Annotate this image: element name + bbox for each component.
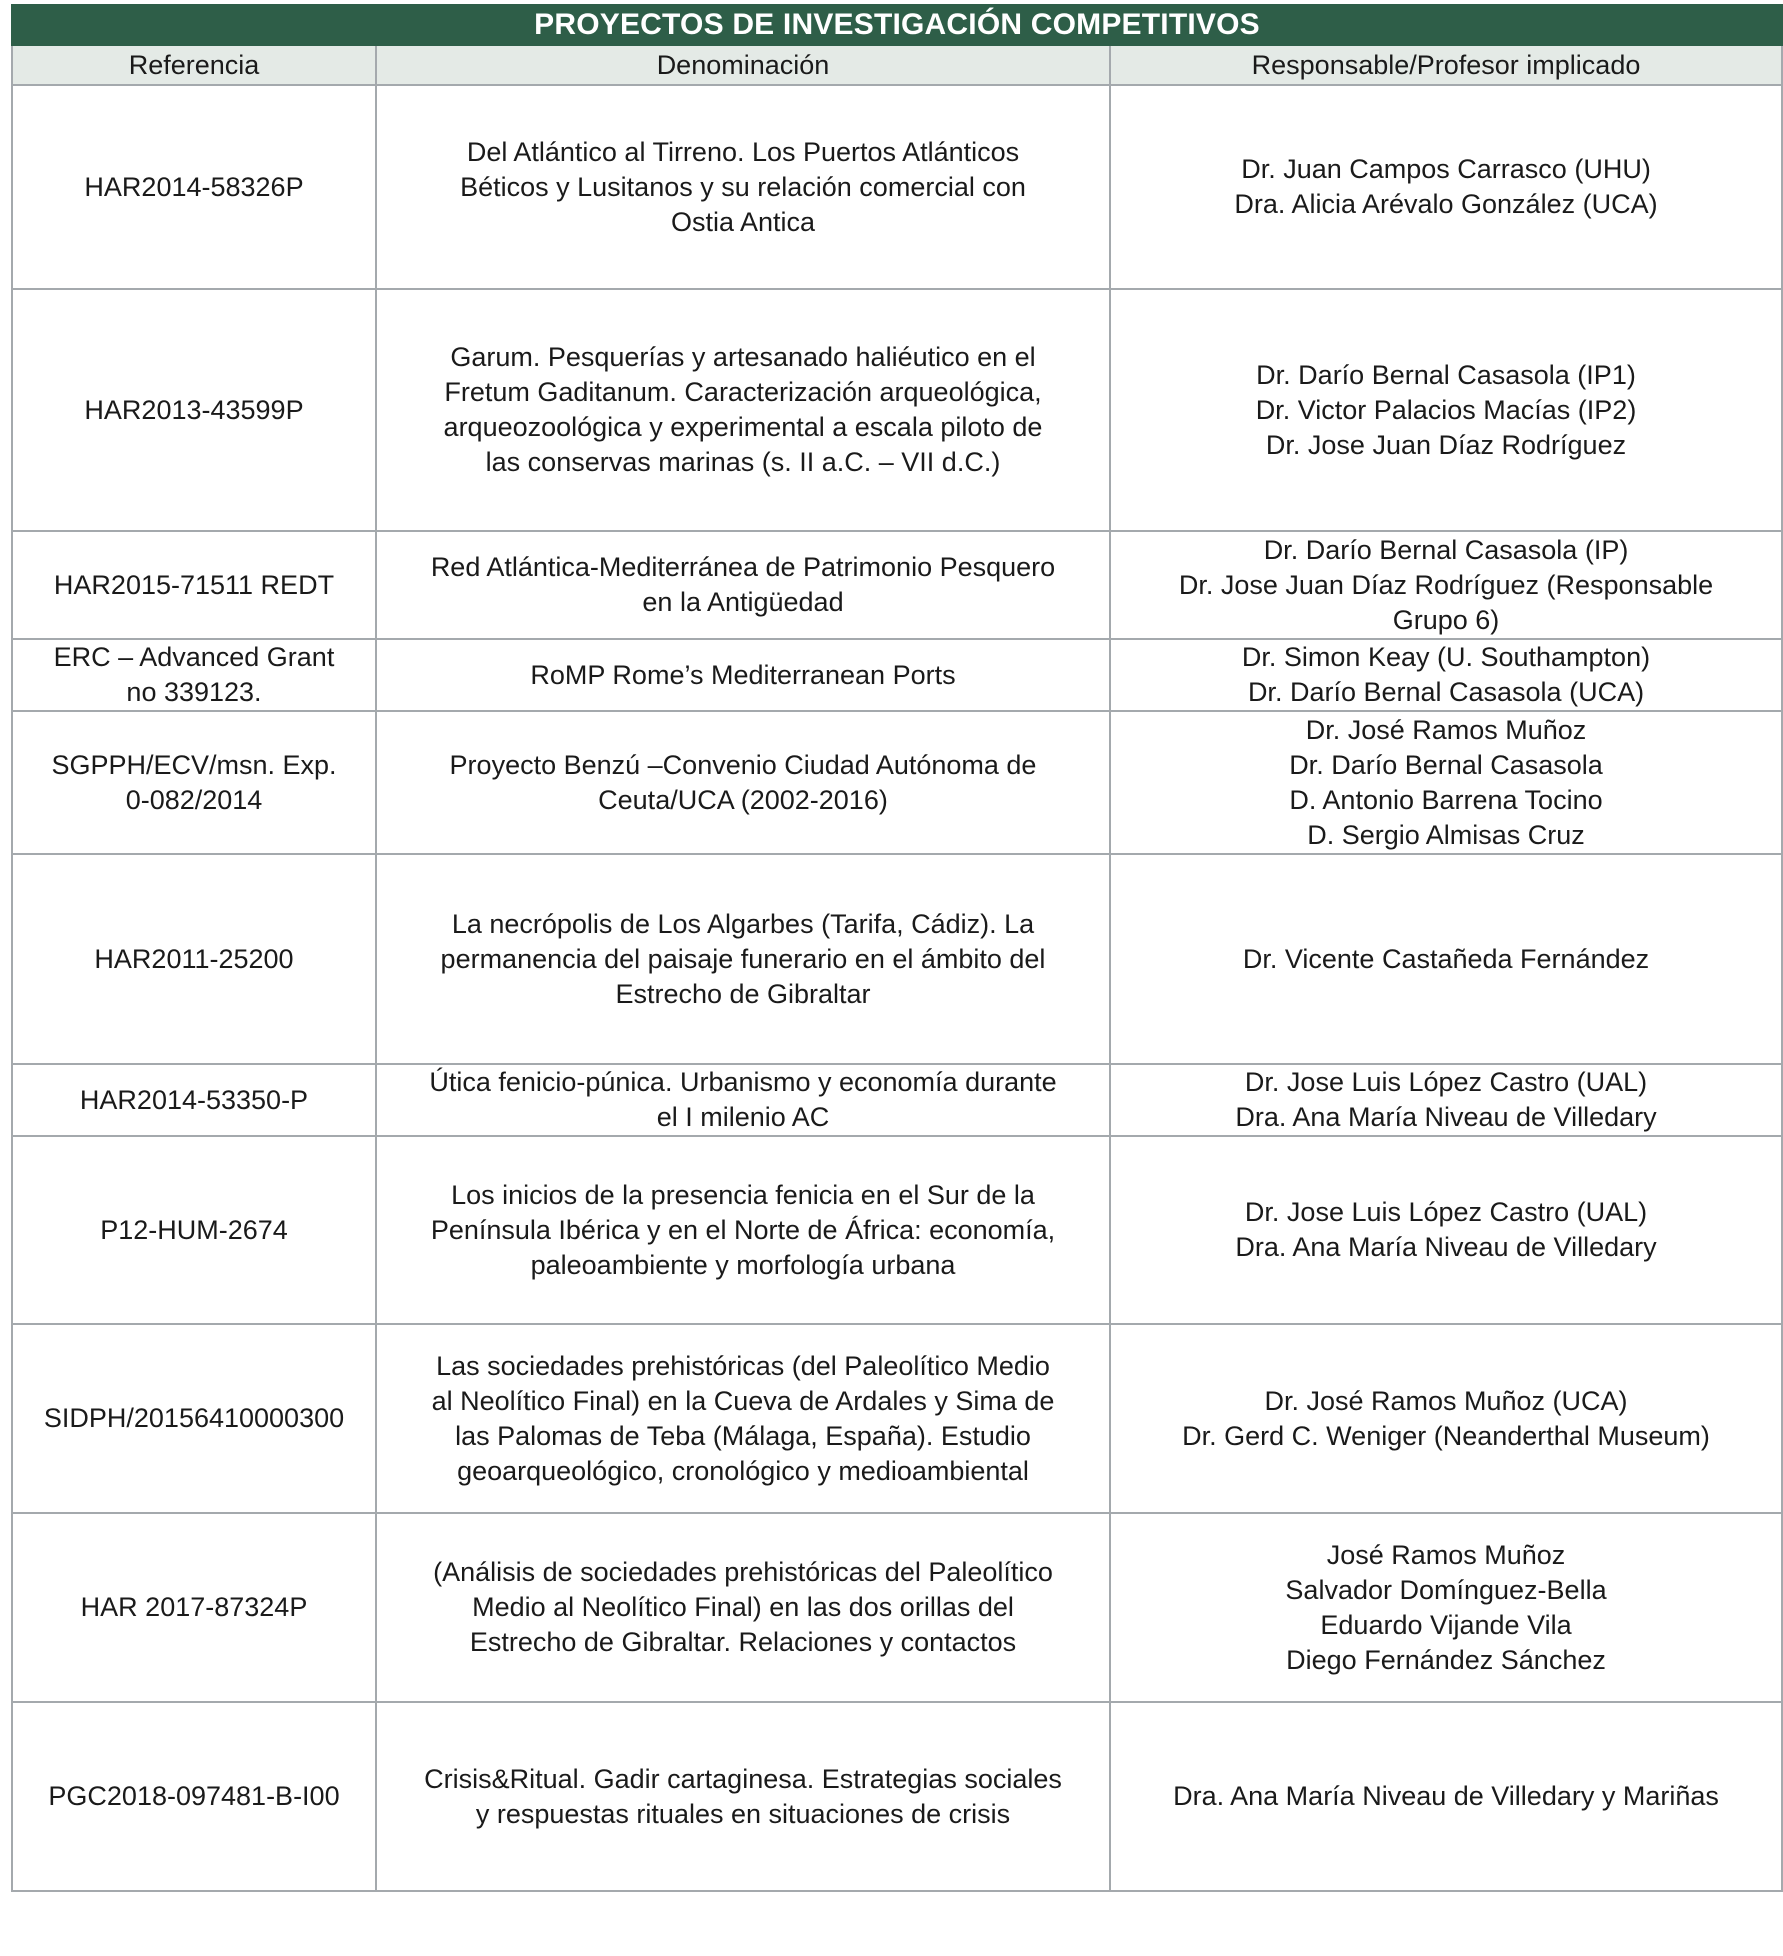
projects-table — [11, 4, 1783, 1892]
table-row — [12, 1513, 1782, 1702]
cell-responsable: Dr. Simon Keay (U. Southampton) Dr. Darío Bernal Casasola (UCA) — [1110, 639, 1782, 711]
cell-referencia: HAR2015-71511 REDT — [12, 531, 376, 639]
cell-denominacion: Garum. Pesquerías y artesanado haliéutico en el Fretum Gaditanum. Caracterización arqueológica, arqueozoológica y experimental a escala piloto de las conservas marinas (s. II a.C. – VII d.C.) — [376, 289, 1110, 531]
cell-referencia: HAR2014-58326P — [12, 85, 376, 289]
header-referencia: Referencia — [12, 45, 376, 85]
table-header-row — [12, 45, 1782, 85]
cell-referencia: HAR2011-25200 — [12, 854, 376, 1064]
table-row — [12, 1702, 1782, 1891]
table-row — [12, 639, 1782, 711]
cell-referencia: ERC – Advanced Grant no 339123. — [12, 639, 376, 711]
cell-referencia: HAR2014-53350-P — [12, 1064, 376, 1136]
cell-denominacion: Las sociedades prehistóricas (del Paleolítico Medio al Neolítico Final) en la Cueva de Ardales y Sima de las Palomas de Teba (Málaga, España). Estudio geoarqueológico, cronológico y medioambiental — [376, 1324, 1110, 1513]
cell-referencia: HAR2013-43599P — [12, 289, 376, 531]
header-responsable: Responsable/Profesor implicado — [1110, 45, 1782, 85]
table-row — [12, 289, 1782, 531]
cell-referencia: SGPPH/ECV/msn. Exp. 0-082/2014 — [12, 711, 376, 854]
table-title: PROYECTOS DE INVESTIGACIÓN COMPETITIVOS — [12, 5, 1782, 45]
cell-responsable: Dr. José Ramos Muñoz (UCA) Dr. Gerd C. Weniger (Neanderthal Museum) — [1110, 1324, 1782, 1513]
cell-responsable: Dr. Jose Luis López Castro (UAL) Dra. Ana María Niveau de Villedary — [1110, 1136, 1782, 1324]
cell-denominacion: La necrópolis de Los Algarbes (Tarifa, Cádiz). La permanencia del paisaje funerario en el ámbito del Estrecho de Gibraltar — [376, 854, 1110, 1064]
table-title-row — [12, 5, 1782, 45]
cell-referencia: PGC2018-097481-B-I00 — [12, 1702, 376, 1891]
cell-responsable: José Ramos Muñoz Salvador Domínguez-Bella Eduardo Vijande Vila Diego Fernández Sánchez — [1110, 1513, 1782, 1702]
cell-denominacion: Útica fenicio-púnica. Urbanismo y economía durante el I milenio AC — [376, 1064, 1110, 1136]
cell-referencia: P12-HUM-2674 — [12, 1136, 376, 1324]
cell-denominacion: Red Atlántica-Mediterránea de Patrimonio Pesquero en la Antigüedad — [376, 531, 1110, 639]
cell-denominacion: (Análisis de sociedades prehistóricas del Paleolítico Medio al Neolítico Final) en las dos orillas del Estrecho de Gibraltar. Relaciones y contactos — [376, 1513, 1110, 1702]
cell-denominacion: RoMP Rome’s Mediterranean Ports — [376, 639, 1110, 711]
cell-responsable: Dr. José Ramos Muñoz Dr. Darío Bernal Casasola D. Antonio Barrena Tocino D. Sergio Almisas Cruz — [1110, 711, 1782, 854]
cell-responsable: Dr. Jose Luis López Castro (UAL) Dra. Ana María Niveau de Villedary — [1110, 1064, 1782, 1136]
table-row — [12, 1136, 1782, 1324]
table-row — [12, 531, 1782, 639]
cell-responsable: Dr. Darío Bernal Casasola (IP) Dr. Jose Juan Díaz Rodríguez (Responsable Grupo 6) — [1110, 531, 1782, 639]
header-denominacion: Denominación — [376, 45, 1110, 85]
cell-referencia: SIDPH/20156410000300 — [12, 1324, 376, 1513]
cell-referencia: HAR 2017-87324P — [12, 1513, 376, 1702]
cell-responsable: Dra. Ana María Niveau de Villedary y Mariñas — [1110, 1702, 1782, 1891]
cell-denominacion: Proyecto Benzú –Convenio Ciudad Autónoma de Ceuta/UCA (2002-2016) — [376, 711, 1110, 854]
cell-responsable: Dr. Vicente Castañeda Fernández — [1110, 854, 1782, 1064]
table-row — [12, 1064, 1782, 1136]
table-row — [12, 85, 1782, 289]
cell-denominacion: Del Atlántico al Tirreno. Los Puertos Atlánticos Béticos y Lusitanos y su relación comercial con Ostia Antica — [376, 85, 1110, 289]
cell-responsable: Dr. Darío Bernal Casasola (IP1) Dr. Victor Palacios Macías (IP2) Dr. Jose Juan Díaz Rodríguez — [1110, 289, 1782, 531]
table-row — [12, 1324, 1782, 1513]
table-row — [12, 854, 1782, 1064]
cell-denominacion: Los inicios de la presencia fenicia en el Sur de la Península Ibérica y en el Norte de África: economía, paleoambiente y morfología urbana — [376, 1136, 1110, 1324]
cell-denominacion: Crisis&Ritual. Gadir cartaginesa. Estrategias sociales y respuestas rituales en situaciones de crisis — [376, 1702, 1110, 1891]
cell-responsable: Dr. Juan Campos Carrasco (UHU) Dra. Alicia Arévalo González (UCA) — [1110, 85, 1782, 289]
table-row — [12, 711, 1782, 854]
